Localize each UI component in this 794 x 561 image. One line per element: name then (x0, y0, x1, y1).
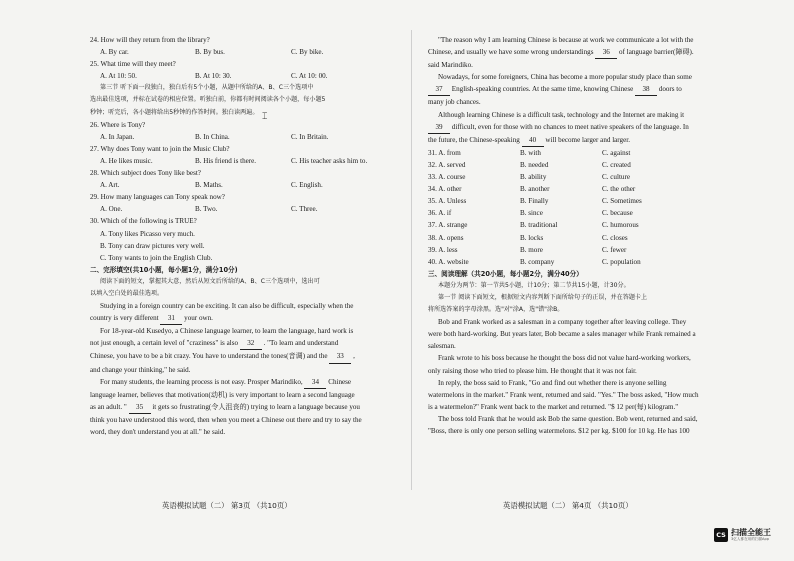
question-25: 25. What time will they meet? (90, 60, 176, 69)
blank-38: 38 (635, 83, 657, 96)
blank-31: 31 (160, 312, 182, 325)
option-row-31: 31. A. from B. with C. against (428, 148, 631, 157)
option-row-40: 40. A. website B. company C. population (428, 257, 641, 266)
question-28: 28. Which subject does Tony like best? (90, 169, 201, 178)
passage-line: "Boss, there is only one person selling watermelons. $12 per kg. $100 for 10 kg. He has 100 (428, 427, 690, 435)
question-30-option-b: B. Tony can draw pictures very well. (100, 241, 205, 250)
right-column (428, 34, 720, 437)
blank-40: 40 (522, 134, 544, 147)
passage-line: Frank wrote to his boss because he thought the boss did not value hard-working workers, (438, 354, 691, 363)
passage-line: the future, the Chinese-speaking 40 will become larger and larger. (428, 134, 720, 147)
question-28-options: A. Art. B. Maths. C. English. (100, 181, 323, 190)
camscanner-icon: CS (714, 528, 728, 542)
question-30-option-a: A. Tony likes Picasso very much. (100, 229, 195, 238)
passage-line: only raising those who tried to please him. He thought that it was not fair. (428, 366, 637, 375)
passage-line: For many students, the learning process is not easy. Prosper Marindiko, 34 Chinese (90, 376, 396, 389)
passage-line: In reply, the boss said to Frank, "Go and find out whether there is anyone selling (438, 378, 667, 387)
question-30: 30. Which of the following is TRUE? (90, 217, 197, 226)
passage-line: Nowadays, for some foreigners, China has become a more popular study place than some (438, 73, 692, 82)
passage-line: think you have understood this word, then when you meet a Chinese out there and try to say the (90, 415, 362, 424)
passage-line: salesman. (428, 342, 456, 351)
passage-line: language learner, believes that motivation(动机) is very important to learn a second language (90, 390, 355, 399)
blank-34: 34 (304, 376, 326, 389)
blank-39: 39 (428, 121, 450, 134)
option-row-36: 36. A. if B. since C. because (428, 209, 633, 218)
option-row-39: 39. A. less B. more C. fewer (428, 245, 627, 254)
question-29-options: A. One. B. Two. C. Three. (100, 205, 318, 214)
passage-line: Chinese, you have to be a bit crazy. You have to understand the tones(音调) and the 33 , (90, 350, 396, 363)
blank-36: 36 (595, 46, 617, 59)
option-row-37: 37. A. strange B. traditional C. humorous (428, 221, 639, 230)
section-2-instruction: 以填入空白处的最佳选项。 (90, 289, 164, 297)
passage-line: 39 difficult, even for those with no chances to meet native speakers of the language. In (428, 121, 720, 134)
question-27: 27. Why does Tony want to join the Music Club? (90, 144, 230, 153)
passage-line: as an adult. " 35 it gets so frustrating(令人沮丧的) trying to learn a language because you (90, 401, 396, 414)
section-2-instruction: 阅读下面的短文，掌握其大意，然后从短文后所给的A、B、C三个选项中，选出可 (100, 277, 320, 285)
option-row-33: 33. A. course B. ability C. culture (428, 173, 630, 182)
option-row-34: 34. A. other B. another C. the other (428, 185, 636, 194)
option-row-35: 35. A. Unless B. Finally C. Sometimes (428, 197, 642, 206)
question-24: 24. How will they return from the library? (90, 36, 210, 44)
part3-instruction-line: 第三节 听下面一段独白，独白后有5个小题，从题中所给的A、B、C三个选项中 (100, 84, 314, 92)
section-3-title: 三、阅读理解（共20小题，每小题2分，满分40分） (428, 269, 583, 278)
scanner-watermark-logo (714, 528, 771, 542)
blank-35: 35 (129, 401, 151, 414)
passage-line: Chinese, and usually we have some wrong understandings 36 of language barrier(障碍). (428, 46, 720, 59)
passage-line: watermelons in the market." Frank went, returned and said. "Yes." The boss asked, "How much (428, 390, 699, 399)
part3-instruction-line: 选出最佳选项，并标在试卷的相应位置。听独白前，你都有时间阅读各个小题，每小题5 (90, 96, 326, 104)
question-25-options: A. At 10: 50. B. At 10: 30. C. At 10: 00. (100, 72, 328, 81)
passage-line: Studying in a foreign country can be exciting. It can also be difficult, especially when the (100, 302, 354, 311)
page-footer-right: 英语模拟试题（二） 第4页 （共10页） (503, 501, 633, 510)
option-row-32: 32. A. served B. needed C. created (428, 160, 631, 169)
blank-32: 32 (240, 337, 262, 350)
passage-line: "The reason why I am learning Chinese is because at work we communicate a lot with the (438, 36, 694, 44)
question-29: 29. How many languages can Tony speak now? (90, 193, 225, 202)
passage-line: is a watermelon?" Frank went back to the market and returned. "$ 12 per(每) kilogram." (428, 402, 679, 411)
passage-line: For 18-year-old Kusedyo, a Chinese language learner, to learn the language, hard work is (100, 327, 354, 336)
part1-instruction: 第一节 阅读下面短文，根据短文内容判断下面所给句子的正误，并在答题卡上 (438, 293, 648, 301)
passage-line: not just enough, a certain level of "craziness" is also 32 . "To learn and understand (90, 337, 396, 350)
part3-instruction-line: 秒钟；听完后，各小题将给出5秒钟的作答时间。独白读两遍。 (90, 108, 259, 116)
part1-instruction: 将所选答案的字母涂黑。选"对"涂A，选"错"涂B。 (428, 306, 564, 314)
passage-line: many job chances. (428, 98, 481, 107)
passage-line: Although learning Chinese is a difficult task, technology and the Internet are making it (438, 110, 685, 119)
question-26-options: A. In Japan. B. In China. C. In Britain. (100, 132, 329, 141)
passage-line: said Marindiko. (428, 61, 473, 70)
left-column (90, 34, 396, 438)
passage-line: Bob and Frank worked as a salesman in a company together after leaving college. They (438, 318, 687, 327)
option-row-38: 38. A. opens B. locks C. closes (428, 233, 628, 242)
blank-37: 37 (428, 83, 450, 96)
blank-33: 33 (329, 350, 351, 363)
passage-line: country is very different 31 your own. (90, 312, 396, 325)
logo-subtitle: 3亿人都在用的扫描App (731, 537, 770, 541)
mouse-cursor-icon: ⌶ (262, 112, 268, 122)
passage-line: The boss told Frank that he would ask Bob the same question. Bob went, returned and said, (438, 414, 698, 423)
section-2-title: 二、完形填空(共10小题，每小题1分，满分10分) (90, 265, 238, 274)
question-30-option-c: C. Tony wants to join the English Club. (100, 253, 213, 262)
question-27-options: A. He likes music. B. His friend is there. C. His teacher asks him to. (100, 156, 368, 165)
passage-line: word, they don't understand you at all." he said. (90, 428, 226, 436)
passage-line: 37 English-speaking countries. At the same time, knowing Chinese 38 doors to (428, 83, 720, 96)
passage-line: and change your thinking," he said. (90, 365, 191, 374)
question-26: 26. Where is Tony? (90, 120, 146, 129)
page-footer-left: 英语模拟试题（二） 第3页 （共10页） (162, 501, 292, 510)
passage-line: were both hard-working. But years later, Bob became a sales manager while Frank remained a (428, 330, 696, 339)
logo-title: 扫描全能王 (731, 528, 771, 537)
section-3-intro: 本题分为两节：第一节共5小题，计10分；第二节共15小题，计30分。 (438, 281, 630, 289)
question-24-options: A. By car. B. By bus. C. By bike. (100, 48, 324, 57)
column-divider (411, 30, 412, 490)
